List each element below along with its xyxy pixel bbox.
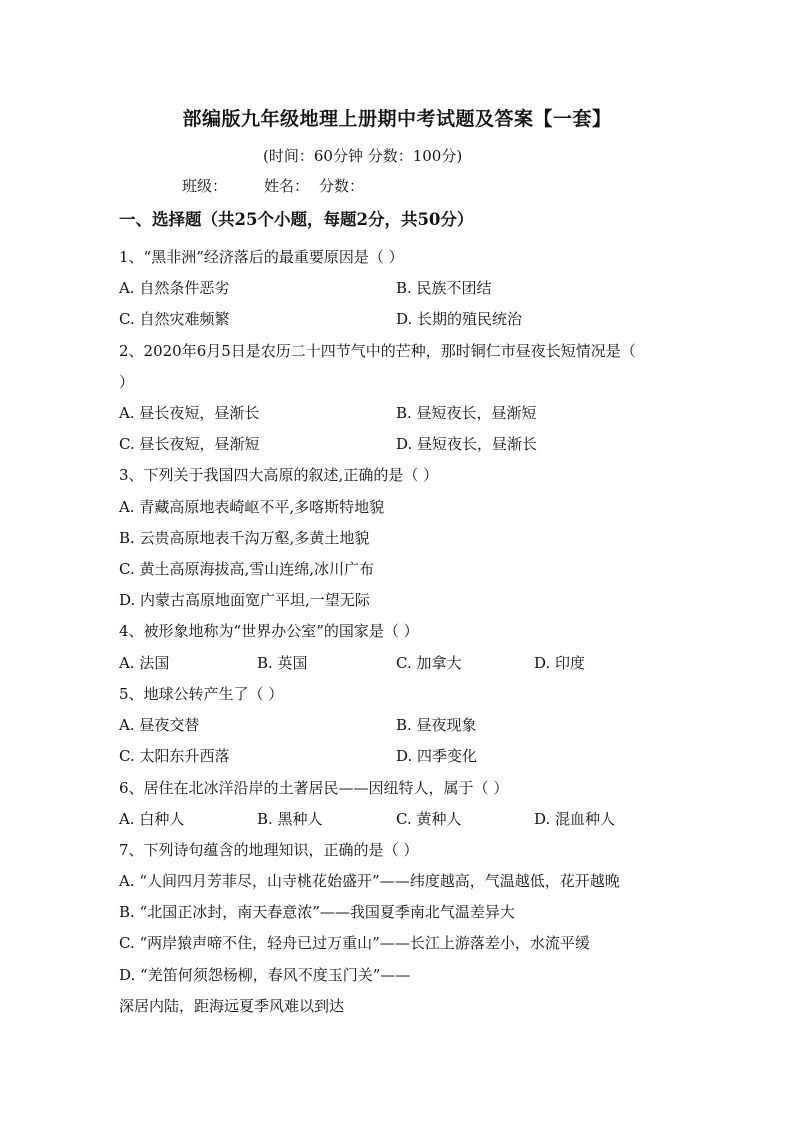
option-b: B. 民族不团结: [396, 279, 492, 297]
option-b: B. “北国正冰封，南天春意浓”——我国夏季南北气温差异大: [119, 903, 515, 921]
question-stem: 6、居住在北冰洋沿岸的土著居民——因纽特人，属于（ ）: [119, 779, 509, 797]
question-stem: 1、“黑非洲”经济落后的最重要原因是（ ）: [119, 248, 404, 266]
option-c: C. “两岸猿声啼不住，轻舟已过万重山”——长江上游落差小，水流平缓: [119, 934, 590, 952]
option-d: D. 混血种人: [534, 810, 616, 828]
question-stem: 4、被形象地称为“世界办公室”的国家是（ ）: [119, 622, 419, 640]
option-c: C. 自然灾难频繁: [119, 310, 230, 328]
option-d: D. 印度: [534, 654, 586, 672]
question-stem: 3、下列关于我国四大高原的叙述,正确的是（ ）: [119, 466, 439, 484]
question-stem-cont: ）: [119, 373, 135, 391]
option-c: C. 太阳东升西落: [119, 747, 230, 765]
option-a: A. “人间四月芳菲尽，山寺桃花始盛开”——纬度越高，气温越低，花开越晚: [119, 872, 620, 890]
option-c: C. 黄种人: [396, 810, 462, 828]
option-b: B. 云贵高原地表千沟万壑,多黄土地貌: [119, 529, 370, 547]
option-a: A. 昼长夜短，昼渐长: [119, 404, 260, 422]
option-d: D. 内蒙古高原地面宽广平坦,一望无际: [119, 591, 370, 609]
option-b: B. 昼夜现象: [396, 716, 477, 734]
question-stem: 7、下列诗句蕴含的地理知识，正确的是（ ）: [119, 841, 419, 859]
option-c: C. 黄土高原海拔高,雪山连绵,冰川广布: [119, 560, 375, 578]
option-d-cont: 深居内陆，距海远夏季风难以到达: [119, 997, 345, 1015]
time-score-line: (时间：60分钟 分数：100分): [263, 147, 463, 165]
option-a: A. 法国: [119, 654, 170, 672]
question-stem: 2、2020年6月5日是农历二十四节气中的芒种，那时铜仁市昼夜长短情况是（: [119, 342, 636, 360]
option-d: D. 昼短夜长，昼渐长: [396, 435, 538, 453]
option-a: A. 昼夜交替: [119, 716, 200, 734]
option-a: A. 自然条件恶劣: [119, 279, 230, 297]
option-b: B. 英国: [257, 654, 308, 672]
option-d: D. 四季变化: [396, 747, 478, 765]
option-a: A. 白种人: [119, 810, 185, 828]
name-label: 姓名：: [264, 177, 310, 195]
question-stem: 5、地球公转产生了（ ）: [119, 685, 284, 703]
score-label: 分数：: [319, 177, 365, 195]
option-b: B. 昼短夜长，昼渐短: [396, 404, 537, 422]
option-b: B. 黑种人: [257, 810, 323, 828]
option-c: C. 昼长夜短，昼渐短: [119, 435, 260, 453]
option-a: A. 青藏高原地表崎岖不平,多喀斯特地貌: [119, 498, 385, 516]
class-label: 班级：: [182, 177, 228, 195]
page-title: 部编版九年级地理上册期中考试题及答案【一套】: [182, 108, 612, 130]
option-d: D. 长期的殖民统治: [396, 310, 523, 328]
option-d: D. “羌笛何须怨杨柳，春风不度玉门关”——: [119, 966, 411, 984]
section-heading: 一、选择题（共25个小题，每题2分，共50分）: [119, 210, 474, 229]
option-c: C. 加拿大: [396, 654, 462, 672]
